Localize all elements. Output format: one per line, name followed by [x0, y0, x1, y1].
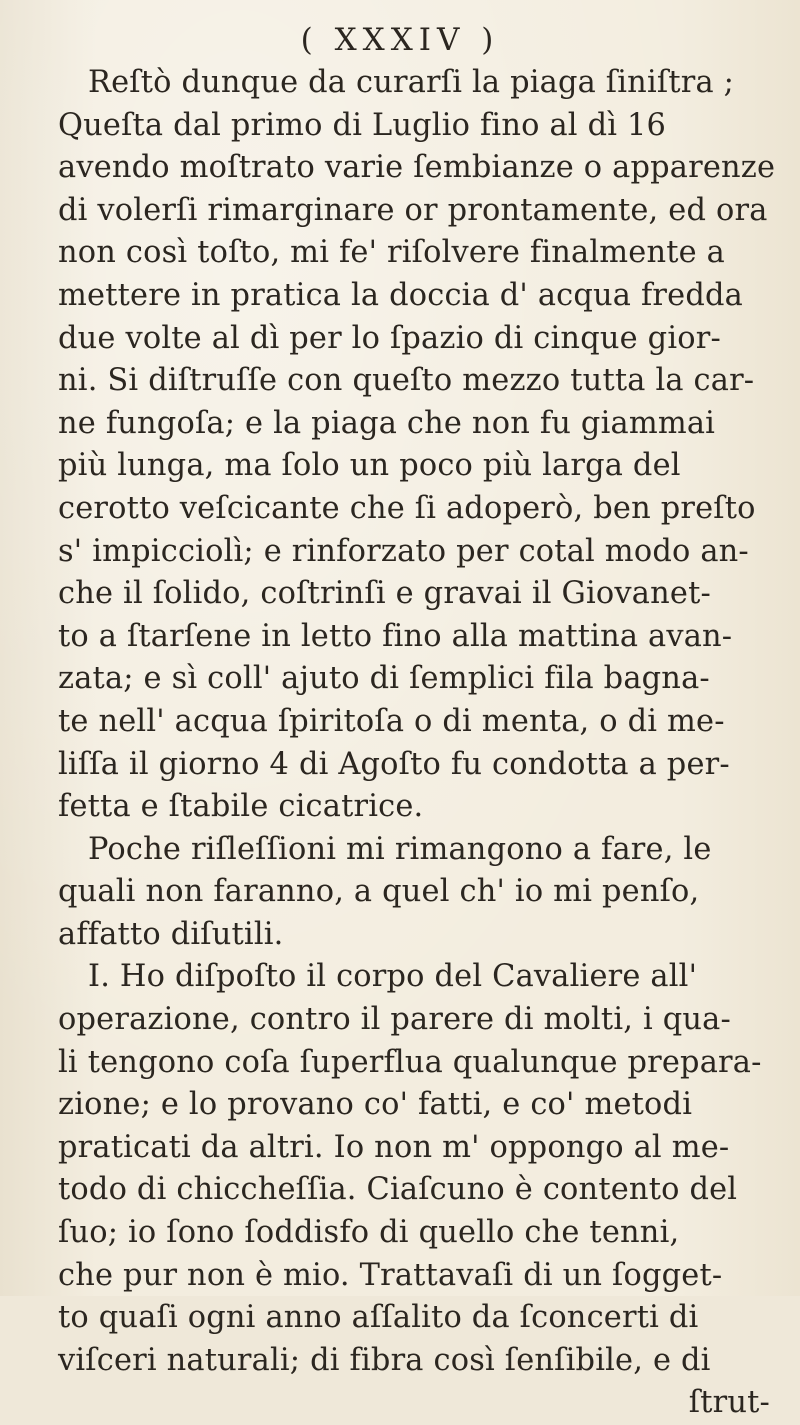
body-text	[58, 62, 776, 1425]
text-line: di volerſi rimarginare or prontamente, ed ora	[58, 192, 768, 228]
text-line: fetta e ſtabile cicatrice.	[58, 789, 424, 825]
text-line: che pur non è mio. Trattavaſi di un ſogget-	[58, 1257, 723, 1293]
text-line: zione; e lo provano co' fatti, e co' metodi	[58, 1087, 693, 1123]
text-line: praticati da altri. Io non m' oppongo al me-	[58, 1129, 730, 1165]
text-line: Queſta dal primo di Luglio fino al dì 16	[58, 107, 667, 143]
text-line: più lunga, ma ſolo un poco più larga del	[58, 448, 681, 484]
text-line: liſſa il giorno 4 di Agoſto fu condotta a per-	[58, 746, 730, 782]
text-line: ſuo; io ſono ſoddisfo di quello che tenni,	[58, 1215, 680, 1251]
text-line: todo di chiccheſſia. Ciaſcuno è contento del	[58, 1172, 738, 1208]
text-line: ne fungoſa; e la piaga che non fu giammai	[58, 405, 716, 441]
text-line: to quaſi ogni anno aſſalito da ſconcerti di	[58, 1300, 699, 1336]
text-line: I. Ho diſpoſto il corpo del Cavaliere all'	[88, 959, 698, 995]
text-line: non così toſto, mi fe' riſolvere finalmente a	[58, 235, 725, 271]
text-line: viſceri naturali; di fibra così ſenſibile, e di	[58, 1342, 711, 1378]
catchword: ſtrut-	[688, 1385, 770, 1421]
text-line: s' impicciolì; e rinforzato per cotal modo an-	[58, 533, 749, 569]
text-line: zata; e sì coll' ajuto di ſemplici fila bagna-	[58, 661, 710, 697]
text-line: avendo moſtrato varie ſembianze o apparenze	[58, 150, 776, 186]
text-line: Reſtò dunque da curarſi la piaga ſiniſtra ;	[88, 65, 735, 100]
text-line: to a ſtarſene in letto fino alla mattina avan-	[58, 618, 733, 654]
text-line: operazione, contro il parere di molti, i qua-	[58, 1002, 731, 1038]
text-line: quali non faranno, a quel ch' io mi penſo,	[58, 874, 700, 910]
text-line: mettere in pratica la doccia d' acqua fredda	[58, 277, 743, 313]
text-line: cerotto veſcicante che ſi adoperò, ben preſto	[58, 490, 756, 526]
text-line: te nell' acqua ſpiritoſa o di menta, o di me-	[58, 703, 725, 739]
text-line: affatto diſutili.	[58, 916, 284, 952]
text-line: che il ſolido, coſtrinſi e gravai il Giovanet-	[58, 576, 711, 612]
text-line: ni. Si diſtruſſe con queſto mezzo tutta la car-	[58, 363, 755, 399]
text-line: Poche riſleſſioni mi rimangono a fare, le	[88, 831, 712, 867]
text-line: li tengono coſa ſuperflua qualunque prepara-	[58, 1044, 762, 1080]
page-header: ( XXXIV )	[300, 22, 500, 58]
text-line: due volte al dì per lo ſpazio di cinque gior-	[58, 320, 721, 356]
